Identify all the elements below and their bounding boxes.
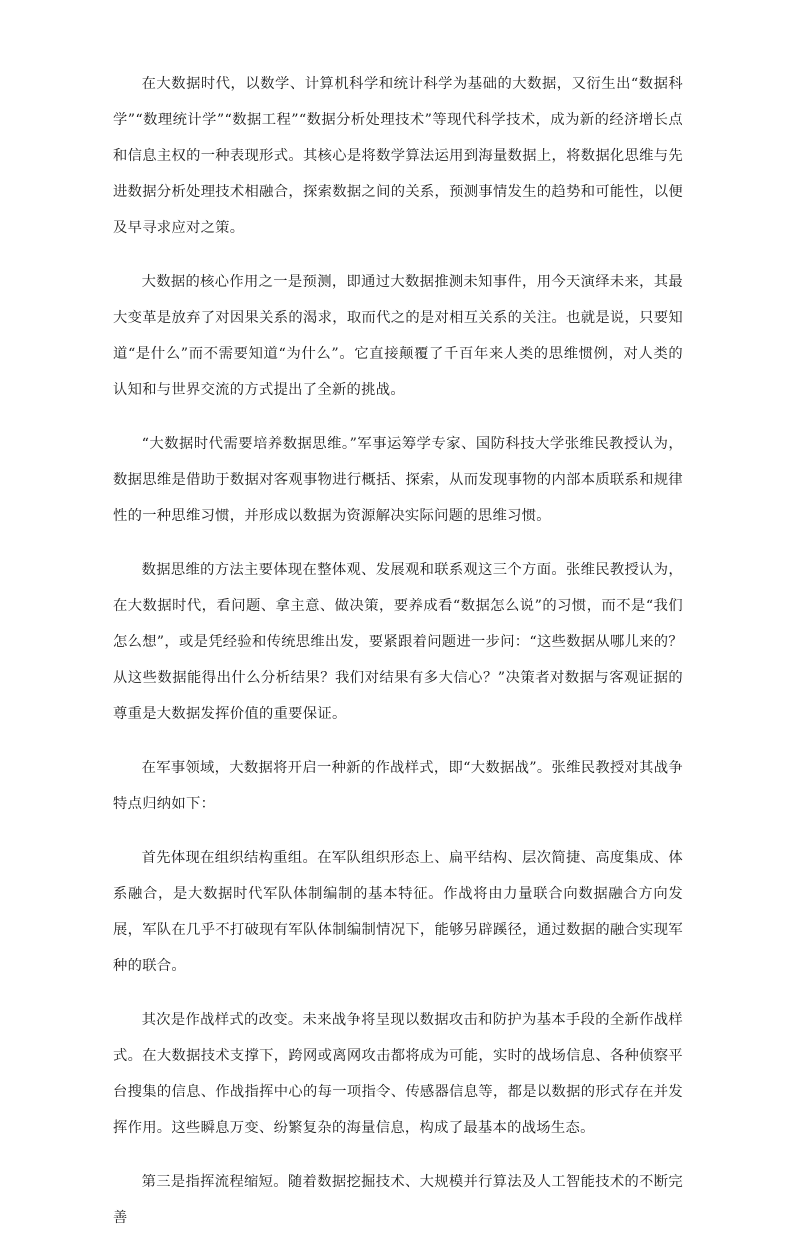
- paragraph-3: “大数据时代需要培养数据思维。”军事运筹学专家、国防科技大学张维民教授认为，数据思维是借助于数据对客观事物进行概括、探索，从而发现事物的内部本质联系和规律性的一种思维习惯，并形成以数据为资源解决实际问题的思维习惯。: [113, 436, 683, 524]
- document-body: [113, 66, 683, 1236]
- paragraph-4: 数据思维的方法主要体现在整体观、发展观和联系观这三个方面。张维民教授认为，在大数据时代，看问题、拿主意、做决策，要养成看“数据怎么说”的习惯，而不是“我们怎么想”，或是凭经验和传统思维出发，要紧跟着问题进一步问：“这些数据从哪儿来的？从这些数据能得出什么分析结果？我们对结果有多大信心？”决策者对数据与客观证据的尊重是大数据发挥价值的重要保证。: [113, 562, 683, 722]
- paragraph-1: 在大数据时代，以数学、计算机科学和统计科学为基础的大数据，又衍生出“数据科学”“数理统计学”“数据工程”“数据分析处理技术”等现代科学技术，成为新的经济增长点和信息主权的一种表现形式。其核心是将数学算法运用到海量数据上，将数据化思维与先进数据分析处理技术相融合，探索数据之间的关系，预测事情发生的趋势和可能性，以便及早寻求应对之策。: [113, 76, 683, 236]
- paragraph-6: 首先体现在组织结构重组。在军队组织形态上、扁平结构、层次简捷、高度集成、体系融合，是大数据时代军队体制编制的基本特征。作战将由力量联合向数据融合方向发展，军队在几乎不打破现有军队体制编制情况下，能够另辟蹊径，通过数据的融合实现军种的联合。: [113, 850, 683, 974]
- paragraph-8: 第三是指挥流程缩短。随着数据挖掘技术、大规模并行算法及人工智能技术的不断完善: [113, 1174, 683, 1226]
- paragraph-7: 其次是作战样式的改变。未来战争将呈现以数据攻击和防护为基本手段的全新作战样式。在大数据技术支撑下，跨网或离网攻击都将成为可能，实时的战场信息、各种侦察平台搜集的信息、作战指挥中心的每一项指令、传感器信息等，都是以数据的形式存在并发挥作用。这些瞬息万变、纷繁复杂的海量信息，构成了最基本的战场生态。: [113, 1012, 683, 1136]
- paragraph-5: 在军事领域，大数据将开启一种新的作战样式，即“大数据战”。张维民教授对其战争特点归纳如下：: [113, 760, 683, 812]
- paragraph-2: 大数据的核心作用之一是预测，即通过大数据推测未知事件，用今天演绎未来，其最大变革是放弃了对因果关系的渴求，取而代之的是对相互关系的关注。也就是说，只要知道“是什么”而不需要知道“为什么”。它直接颠覆了千百年来人类的思维惯例，对人类的认知和与世界交流的方式提出了全新的挑战。: [113, 274, 683, 398]
